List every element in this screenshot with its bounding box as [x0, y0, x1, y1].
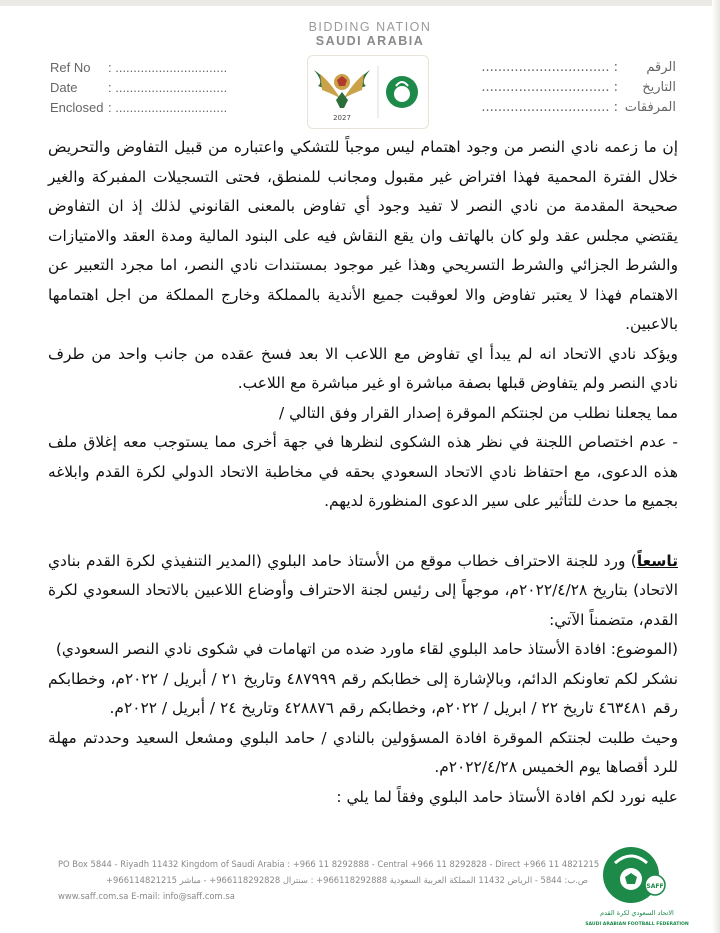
saff-arabic-name: الاتحاد السعودي لكرة القدم: [600, 909, 674, 917]
page-right-shadow: [712, 0, 720, 933]
footer-address-en: PO Box 5844 - Riyadh 11432 Kingdom of Saudi Arabia : +966 11 8292888 - Central +966 11 8292828 - Direct +966 11 4821215: [58, 859, 600, 869]
murfaqat-value: : ...............................: [481, 100, 618, 115]
saff-mini-logo-icon: [386, 76, 418, 108]
brand-line-2: SAUDI ARABIA: [315, 34, 425, 48]
paragraph-negotiation: إن ما زعمه نادي النصر من وجود اهتمام ليس موجباً للتشكي واعتباره من قبيل التفاوض والتحريض خلال الفترة المحمية فهذا افتراض غير مقبول ومجانب للمنطق، فحتى التسجيلات المفبركة والغير صحيحة المقدمة من نادي النصر لا تفيد وجود أي تفاوض بالمعنى القانوني لذلك إذ ان التفاوض يقتضي مجلس عقد ولو كان بالهاتف وان يقع النقاش فيه على البنود المالية ومدة العقد والامتيازات والشرط الجزائي والشرط التسريحي وهذا غير موجود بمستندات نادي النصر، اما مجرد التعبير عن الاهتمام فهذا لا يعتبر تفاوض والا لعوقبت جميع الأندية بالمملكة وخارج المملكة من اجل اهتمامها بالاعبين.: [48, 138, 678, 333]
raqm-value: : ...............................: [481, 60, 618, 75]
enclosed-value: : ...............................: [108, 100, 228, 115]
raqm-field: [481, 60, 676, 75]
paragraph-request: مما يجعلنا نطلب من لجنتكم الموقرة إصدار القرار وفق التالي /: [279, 403, 678, 422]
bid-year: 2027: [333, 114, 351, 122]
bid-emblem-icon: [314, 70, 370, 108]
enclosed-label: Enclosed: [50, 100, 104, 115]
ref-no-label: Ref No: [50, 60, 91, 75]
footer-address-ar: ص.ب: 5844 - الرياض 11432 المملكة العربية السعودية 966118292888+ : سنترال 966118292828+ - مباشر 966114821215+: [106, 875, 588, 885]
saff-badge-text: SAFF: [646, 883, 664, 890]
paragraph-deadline: وحيث طلبت لجنتكم الموقرة افادة المسؤولين بالنادي / حامد البلوي ومشعل السعيد وحددتم مهلة للرد أقصاها يوم الخميس ٢٠٢٢/٤/٢٨م.: [48, 728, 678, 776]
date-field: [50, 80, 227, 95]
tarikh-label: التاريخ: [642, 80, 676, 95]
enclosed-field: [50, 100, 227, 115]
footer-web-email: www.saff.com.sa E-mail: info@saff.com.sa: [58, 891, 235, 901]
ref-no-value: : ...............................: [108, 60, 228, 75]
bid-branding: [290, 20, 450, 49]
saff-english-name: SAUDI ARABIAN FOOTBALL FEDERATION: [585, 922, 689, 927]
saff-logo: [585, 843, 689, 931]
raqm-label: الرقم: [646, 60, 676, 75]
ref-no-field: [50, 60, 227, 75]
paragraph-ninth: [48, 547, 678, 636]
ninth-label: تاسعاً: [636, 551, 678, 570]
tarikh-value: : ...............................: [481, 80, 618, 95]
ninth-text: ) ورد للجنة الاحتراف خطاب موقع من الأستاذ حامد البلوي (المدير التنفيذي لكرة القدم بنادي الاتحاد) بتاريخ ٢٠٢٢/٤/٢٨م، موجهاً إلى رئيس لجنة الاحتراف وأوضاع اللاعبين بالاتحاد السعودي لكرة القدم، متضمناً الآتي:: [48, 551, 678, 629]
murfaqat-label: المرفقات: [624, 100, 676, 115]
date-label: Date: [50, 80, 78, 95]
letter-body: [48, 133, 678, 812]
paragraph-ittihad-confirms: ويؤكد نادي الاتحاد انه لم يبدأ اي تفاوض مع اللاعب الا بعد فسخ عقده من جانب واحد من طرف نادي النصر ولم يتفاوض قبلها بصفة مباشرة او غير مباشرة مع اللاعب.: [48, 344, 678, 392]
bid-2027-logo: [308, 56, 428, 128]
bid-logo-card: [307, 55, 429, 129]
paragraph-subject: (الموضوع: افادة الأستاذ حامد البلوي لقاء ماورد ضده من اتهامات في شكوى نادي النصر السعودي): [55, 640, 678, 658]
paragraph-jurisdiction: - عدم اختصاص اللجنة في نظر هذه الشكوى لنظرها في جهة أخرى مما يستوجب معه إغلاق ملف هذه الدعوى، مع احتفاظ نادي الاتحاد السعودي بحقه في مخاطبة الاتحاد الدولي لكرة القدم وابلاغه بجميع ما حدث للتأثير على سير الدعوى المنظورة لديهم.: [48, 433, 678, 510]
paragraph-statement-intro: عليه نورد لكم افادة الأستاذ حامد البلوي وفقاً لما يلي :: [336, 787, 678, 806]
paragraph-thanks: نشكر لكم تعاونكم الدائم، وبالإشارة إلى خطابكم رقم ٤٨٧٩٩٩ وتاريخ ٢١ / أبريل / ٢٠٢٢م، وخطابكم رقم ٤٦٣٤٨١ تاريخ ٢٢ / ابريل / ٢٠٢٢م، وخطابكم رقم ٤٢٨٨٧٦ وتاريخ ٢٤ / أبريل / ٢٠٢٢م.: [48, 669, 679, 717]
brand-line-1: BIDDING NATION: [308, 20, 432, 34]
page-top-edge: [0, 0, 720, 6]
paragraph-gap: [48, 517, 678, 547]
date-value: : ...............................: [108, 80, 228, 95]
murfaqat-field: [481, 100, 676, 115]
tarikh-field: [481, 80, 676, 95]
